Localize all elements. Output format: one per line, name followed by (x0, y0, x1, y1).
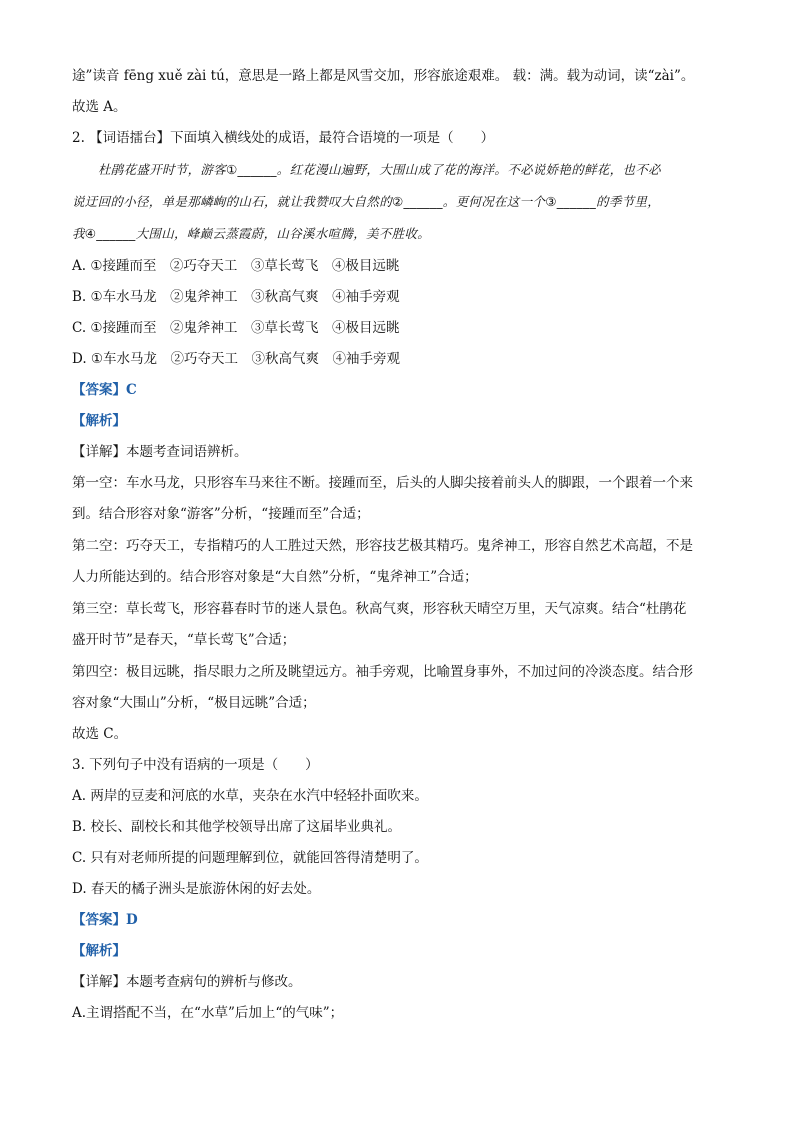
question-3-stem: 3. 下列句子中没有语病的一项是（ ） (72, 757, 319, 773)
analysis-label: 【解析】 (72, 943, 126, 959)
option-d: D. 春天的橘子洲头是旅游休闲的好去处。 (72, 881, 321, 897)
text-line: 故选 C。 (72, 726, 128, 742)
option-a: A. ①接踵而至 ②巧夺天工 ③草长莺飞 ④极目远眺 (72, 258, 400, 274)
text-line: 第二空：巧夺天工，专指精巧的人工胜过天然，形容技艺极其精巧。鬼斧神工，形容自然艺术高超，不是 (72, 538, 693, 554)
passage-line: 杜鹃花盛开时节，游客①______。红花漫山遍野，大围山成了花的海洋。不必说娇艳的鲜花，也不必 (98, 162, 661, 177)
option-c: C. 只有对老师所提的问题理解到位，就能回答得清楚明了。 (72, 850, 428, 866)
passage-line: 说迂回的小径，单是那嶙峋的山石，就让我赞叹大自然的②______。更何况在这一个③______的季节里， (72, 194, 661, 209)
text-line: 到。结合形容对象“游客”分析，“接踵而至”合适； (72, 506, 370, 522)
passage-line: 我④______大围山，峰巅云蒸霞蔚，山谷溪水喧腾，美不胜收。 (72, 226, 431, 241)
option-a: A. 两岸的豆麦和河底的水草，夹杂在水汽中轻轻扑面吹来。 (72, 788, 428, 804)
option-b: B. 校长、副校长和其他学校领导出席了这届毕业典礼。 (72, 819, 402, 835)
answer-label: 【答案】D (72, 912, 138, 928)
text-line: 容对象“大围山”分析，“极目远眺”合适； (72, 695, 316, 711)
text-line: 故选 A。 (72, 99, 127, 115)
option-d: D. ①车水马龙 ②巧夺天工 ③秋高气爽 ④袖手旁观 (72, 351, 401, 367)
answer-label: 【答案】C (72, 382, 137, 398)
analysis-label: 【解析】 (72, 413, 126, 429)
text-line: 人力所能达到的。结合形容对象是“大自然”分析，“鬼斧神工”合适； (72, 569, 478, 585)
text-line: 盛开时节”是春天，“草长莺飞”合适； (72, 632, 296, 648)
option-c: C. ①接踵而至 ②鬼斧神工 ③草长莺飞 ④极目远眺 (72, 320, 400, 336)
text-line: 第三空：草长莺飞，形容暮春时节的迷人景色。秋高气爽，形容秋天晴空万里，天气凉爽。结合“杜鹃花 (72, 601, 687, 617)
detail-line: 【详解】本题考查病句的辨析与修改。 (72, 974, 302, 990)
detail-line: 【详解】本题考查词语辨析。 (72, 444, 248, 460)
text-line: A.主谓搭配不当，在“水草”后加上“的气味”； (72, 1005, 344, 1021)
option-b: B. ①车水马龙 ②鬼斧神工 ③秋高气爽 ④袖手旁观 (72, 289, 400, 305)
question-2-stem: 2. 【词语擂台】下面填入横线处的成语，最符合语境的一项是（ ） (72, 130, 495, 146)
text-line: 第一空：车水马龙，只形容车马来往不断。接踵而至，后头的人脚尖接着前头人的脚跟，一个跟着一个来 (72, 475, 693, 491)
text-line: 途”读音 fēng xuě zài tú，意思是一路上都是风雪交加，形容旅途艰难。 载：满。载为动词，读“zài”。 (72, 68, 695, 84)
text-line: 第四空：极目远眺，指尽眼力之所及眺望远方。袖手旁观，比喻置身事外，不加过问的冷淡态度。结合形 (72, 664, 693, 680)
